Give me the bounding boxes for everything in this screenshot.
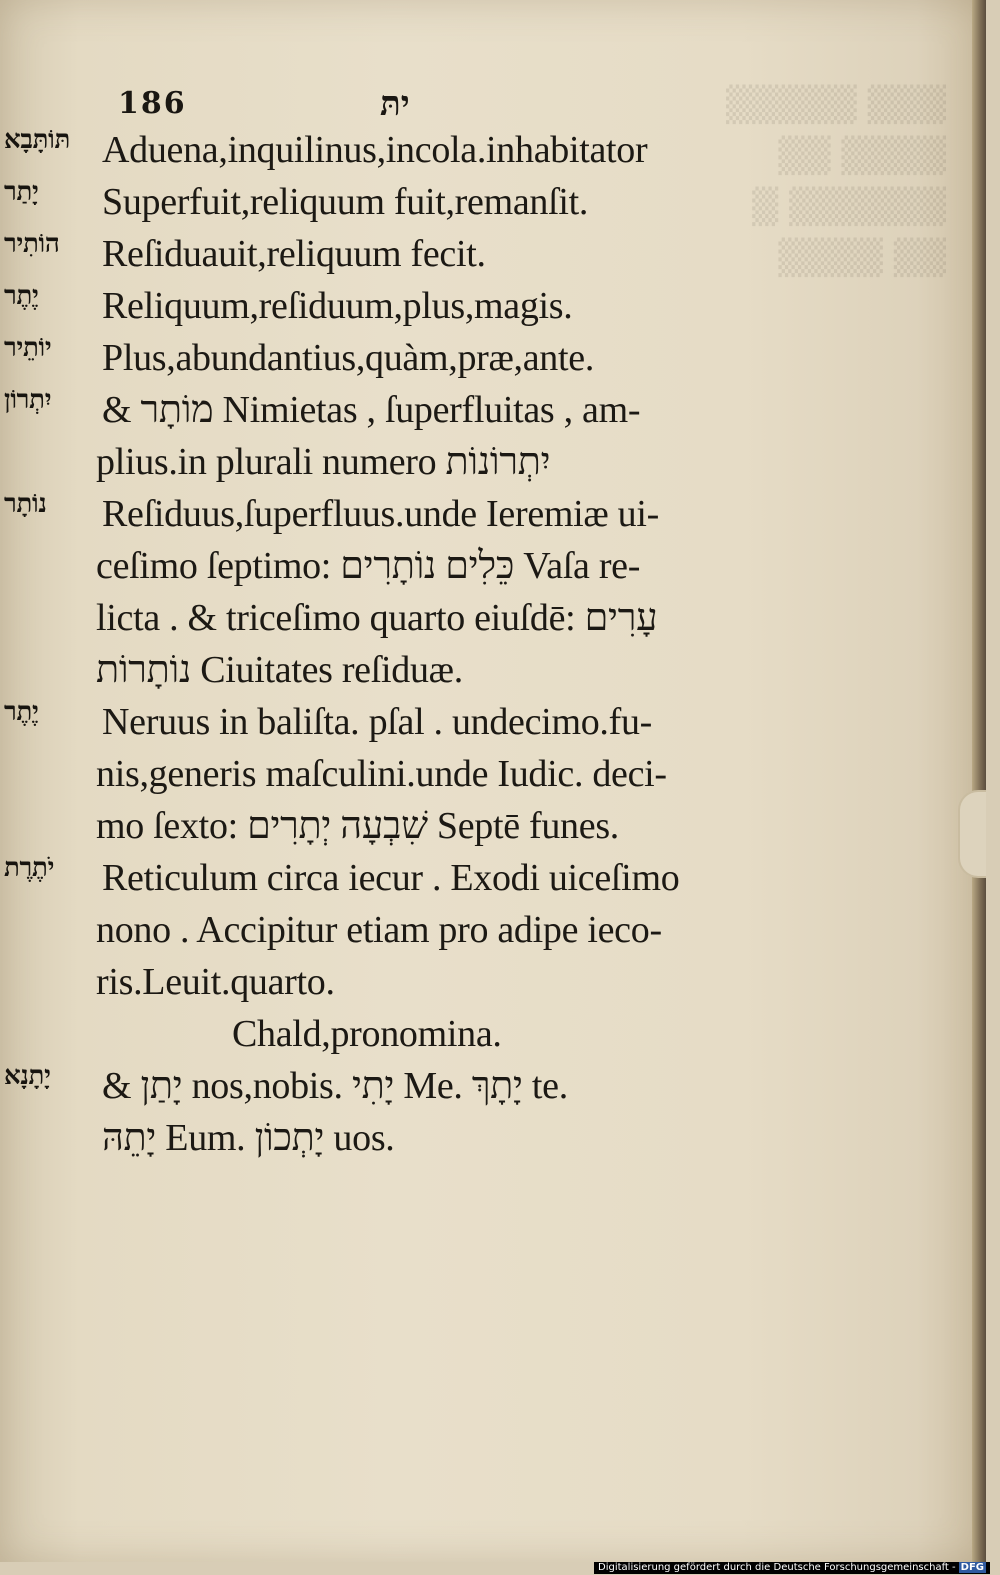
entry-text: ris.Leuit.quarto. bbox=[96, 961, 335, 1003]
entry-line bbox=[0, 592, 790, 644]
entry-text: Reſiduauit,reliquum fecit. bbox=[102, 233, 486, 275]
entry-text: Superfuit,reliquum fuit,remanſit. bbox=[102, 181, 589, 223]
entry-line bbox=[0, 488, 790, 540]
page-tab-mark bbox=[958, 790, 986, 878]
page-body bbox=[0, 124, 790, 1164]
entry-text: Plus,abundantius,quàm,præ,ante. bbox=[102, 337, 595, 379]
entry-text: Reliquum,reſiduum,plus,magis. bbox=[102, 285, 573, 327]
entry-text: nono . Accipitur etiam pro adipe ieco- bbox=[96, 909, 662, 951]
entry-text: Reſiduus,ſuperfluus.unde Ieremiæ ui- bbox=[102, 493, 659, 535]
entry-line bbox=[0, 852, 790, 904]
bleed-through-text: ▒▒▒ ▒▒▒▒▒ ▒▒▒▒ ▒▒ ▒▒▒▒▒▒ ▒ ▒▒ ▒▒▒▒ bbox=[726, 85, 946, 278]
entry-text: plius.in plurali numero יִתְרוֹנוֹת bbox=[96, 441, 551, 483]
entry-line bbox=[0, 904, 790, 956]
entry-text: ceſimo ſeptimo: כֵּלִים נוֹתָרִים Vaſa re- bbox=[96, 545, 641, 587]
entry-line bbox=[0, 800, 790, 852]
entry-line bbox=[0, 176, 790, 228]
section-heading-line bbox=[0, 1008, 790, 1060]
dfg-logo: DFG bbox=[960, 1562, 984, 1573]
pronoun-text: & יָתַן nos,nobis. יָתִי Me. יָתָךְ te. bbox=[102, 1065, 568, 1107]
hebrew-headword: יוֹתֵיר bbox=[4, 333, 52, 363]
hebrew-headword: יָתָנָא bbox=[4, 1061, 51, 1091]
hebrew-headword: יֹתֶרֶת bbox=[4, 853, 55, 883]
entry-text: & מוֹתָר Nimietas , ſuperfluitas , am- bbox=[102, 389, 641, 431]
entry-text: mo ſexto: שִׁבְעָה יְתָרִים Septē funes. bbox=[96, 805, 620, 847]
entry-line bbox=[0, 748, 790, 800]
section-heading: Chald,pronomina. bbox=[232, 1013, 502, 1055]
pronoun-text: יָתֵהּ Eum. יָתְכוֹן uos. bbox=[102, 1117, 395, 1159]
entry-text: nis,generis maſculini.unde Iudic. deci- bbox=[96, 753, 667, 795]
entry-line bbox=[0, 332, 790, 384]
hebrew-headword: נוֹתָר bbox=[4, 489, 47, 519]
entry-text: נוֹתָרוֹת Ciuitates reſiduæ. bbox=[96, 649, 463, 691]
entry-line bbox=[0, 436, 790, 488]
digitization-credit bbox=[594, 1562, 990, 1574]
entry-text: Reticulum circa iecur . Exodi uiceſimo bbox=[102, 857, 680, 899]
hebrew-headword: תּוֹתָּבָא bbox=[4, 125, 71, 155]
entry-text: Neruus in baliſta. pſal . undecimo.fu- bbox=[102, 701, 653, 743]
entry-line bbox=[0, 644, 790, 696]
pronoun-line bbox=[0, 1112, 790, 1164]
entry-line bbox=[0, 540, 790, 592]
entry-text: Aduena,inquilinus,incola.inhabitator bbox=[102, 129, 648, 171]
hebrew-headword: יָתַר bbox=[4, 177, 39, 207]
credit-text: Digitalisierung gefördert durch die Deutsche Forschungsgemeinschaft - bbox=[598, 1562, 956, 1573]
hebrew-headword: יֶתֶר bbox=[4, 281, 39, 311]
entry-line bbox=[0, 124, 790, 176]
hebrew-headword: יֶתֶר bbox=[4, 697, 39, 727]
hebrew-headword: יִתְרוֹן bbox=[4, 385, 52, 415]
entry-line bbox=[0, 696, 790, 748]
entry-line bbox=[0, 384, 790, 436]
running-head: יתּ bbox=[380, 84, 410, 124]
entry-line bbox=[0, 956, 790, 1008]
entry-line bbox=[0, 228, 790, 280]
pronoun-line bbox=[0, 1060, 790, 1112]
hebrew-headword: הוֹתִיר bbox=[4, 229, 60, 259]
page-gutter bbox=[972, 0, 986, 1562]
page-number: 186 bbox=[118, 86, 187, 121]
entry-line bbox=[0, 280, 790, 332]
entry-text: licta . & triceſimo quarto eiuſdē: עָרִים bbox=[96, 597, 658, 639]
